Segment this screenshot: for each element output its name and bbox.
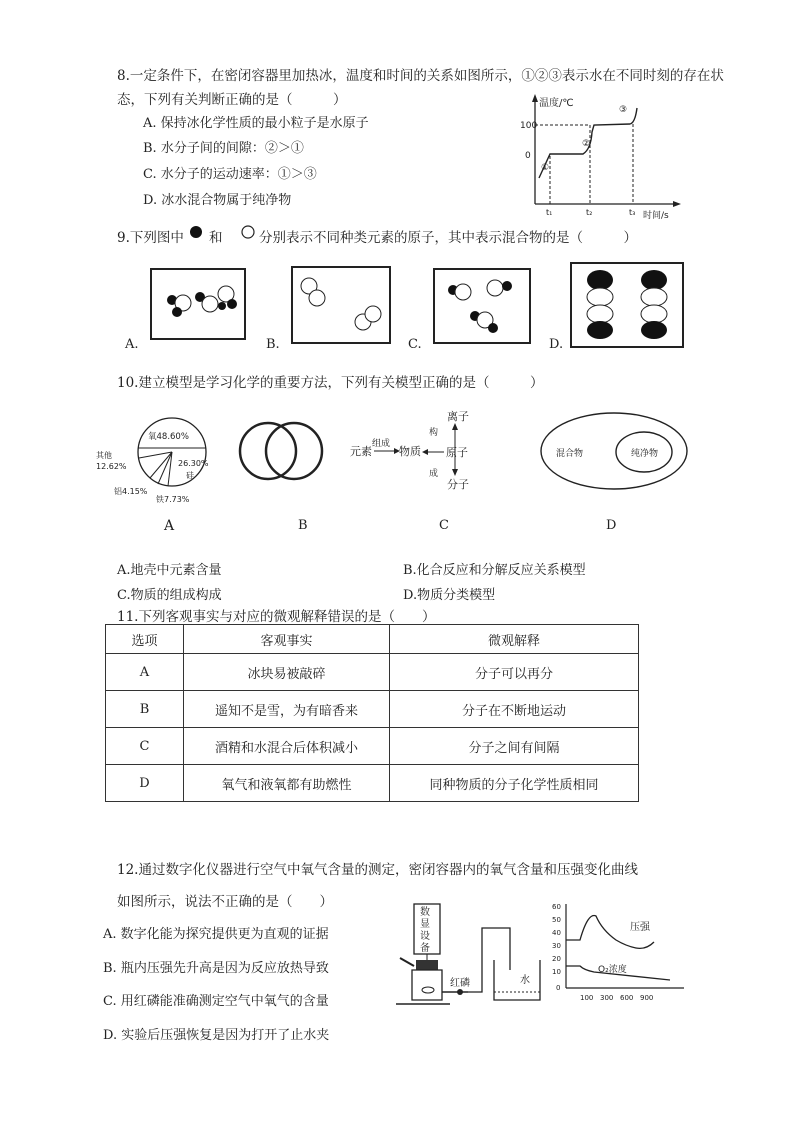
svg-text:组成: 组成 bbox=[372, 439, 391, 449]
q10-fig-label-d: D bbox=[606, 518, 617, 533]
svg-text:其他: 其他 bbox=[96, 451, 112, 460]
q9-box-c bbox=[433, 268, 531, 344]
q9-stem-mid: 和 bbox=[209, 230, 223, 246]
svg-text:设: 设 bbox=[420, 931, 430, 942]
q8-option-b: B. 水分子间的间隙：②＞① bbox=[143, 141, 304, 156]
dark-atom-icon bbox=[188, 224, 204, 240]
q12-option-a: A. 数字化能为探究提供更为直观的证据 bbox=[103, 927, 329, 942]
q10-concept-map bbox=[350, 408, 480, 498]
q9-box-d bbox=[570, 262, 684, 348]
q9-label-d: D. bbox=[549, 337, 564, 352]
svg-text:显: 显 bbox=[420, 919, 430, 930]
marker-3: ③ bbox=[619, 105, 628, 115]
svg-text:纯净物: 纯净物 bbox=[631, 449, 659, 459]
q12-pressure-graph bbox=[550, 900, 690, 1008]
svg-text:物质: 物质 bbox=[399, 445, 421, 458]
svg-text:压强: 压强 bbox=[630, 922, 650, 933]
q10-fig-label-c: C bbox=[439, 518, 449, 533]
svg-text:900: 900 bbox=[640, 994, 654, 1002]
table-row: A 冰块易被敲碎 分子可以再分 bbox=[106, 654, 639, 691]
svg-text:12.62%: 12.62% bbox=[96, 462, 127, 471]
svg-text:O₂浓度: O₂浓度 bbox=[598, 965, 627, 975]
table-row: C 酒精和水混合后体积减小 分子之间有间隔 bbox=[106, 728, 639, 765]
svg-text:硅: 硅 bbox=[186, 471, 194, 480]
q9-stem-pre: 9.下列图中 bbox=[117, 230, 184, 246]
q8-stem-line1: 8.一定条件下，在密闭容器里加热冰，温度和时间的关系如图所示，①②③表示水在不同时刻的存在状 bbox=[117, 68, 724, 84]
svg-text:分子: 分子 bbox=[447, 478, 469, 491]
graph-xlabel: 时间/s bbox=[643, 211, 669, 219]
svg-text:10: 10 bbox=[552, 968, 561, 976]
graph-y100: 100 bbox=[520, 121, 538, 131]
q9-label-c: C. bbox=[408, 337, 422, 352]
svg-text:混合物: 混合物 bbox=[556, 449, 584, 459]
q8-option-d: D. 冰水混合物属于纯净物 bbox=[143, 193, 292, 208]
q9-box-b bbox=[291, 266, 391, 344]
svg-text:t₂: t₂ bbox=[586, 208, 593, 217]
q12-option-b: B. 瓶内压强先升高是因为反应放热导致 bbox=[103, 961, 329, 976]
light-atom-icon bbox=[240, 224, 256, 240]
q10-option-a: A.地壳中元素含量 bbox=[117, 563, 222, 578]
q10-option-c: C.物质的组成构成 bbox=[117, 588, 222, 603]
marker-1: ① bbox=[541, 163, 550, 173]
graph-y0: 0 bbox=[525, 151, 531, 161]
svg-text:20: 20 bbox=[552, 955, 561, 963]
svg-text:氧48.60%: 氧48.60% bbox=[148, 432, 189, 442]
header-fact: 客观事实 bbox=[184, 625, 390, 654]
q12-apparatus bbox=[390, 900, 550, 1010]
svg-text:100: 100 bbox=[580, 994, 594, 1002]
q9-stem-post: 分别表示不同种类元素的原子，其中表示混合物的是（ ） bbox=[259, 230, 637, 246]
svg-text:40: 40 bbox=[552, 929, 561, 937]
header-option: 选项 bbox=[106, 625, 184, 654]
svg-text:成: 成 bbox=[429, 469, 439, 479]
svg-text:26.30%: 26.30% bbox=[178, 459, 209, 468]
q10-fig-label-a: A bbox=[164, 518, 175, 534]
svg-text:数: 数 bbox=[420, 907, 430, 918]
q10-option-d: D.物质分类模型 bbox=[403, 588, 496, 603]
svg-text:离子: 离子 bbox=[447, 410, 469, 423]
marker-2: ② bbox=[582, 139, 591, 149]
svg-text:50: 50 bbox=[552, 916, 561, 924]
q8-option-c: C. 水分子的运动速率：①＞③ bbox=[143, 167, 317, 182]
svg-text:原子: 原子 bbox=[446, 446, 468, 459]
svg-text:红磷: 红磷 bbox=[450, 978, 470, 989]
q9-label-a: A. bbox=[125, 337, 139, 352]
q12-stem-line1: 12.通过数字化仪器进行空气中氧气含量的测定，密闭容器内的氧气含量和压强变化曲线 bbox=[117, 862, 638, 878]
q12-option-c: C. 用红磷能准确测定空气中氧气的含量 bbox=[103, 994, 329, 1009]
graph-ylabel: 温度/℃ bbox=[539, 98, 574, 109]
svg-text:铁7.73%: 铁7.73% bbox=[156, 495, 190, 504]
svg-text:30: 30 bbox=[552, 942, 561, 950]
svg-text:备: 备 bbox=[420, 943, 430, 954]
q8-stem-line2: 态，下列有关判断正确的是（ ） bbox=[117, 92, 347, 108]
table-row: B 遥知不是雪，为有暗香来 分子在不断地运动 bbox=[106, 691, 639, 728]
q10-pie-chart bbox=[92, 408, 222, 508]
svg-text:0: 0 bbox=[556, 984, 561, 992]
q12-option-d: D. 实验后压强恢复是因为打开了止水夹 bbox=[103, 1028, 330, 1043]
svg-text:元素: 元素 bbox=[350, 445, 372, 458]
q11-stem: 11.下列客观事实与对应的微观解释错误的是（ ） bbox=[117, 609, 436, 625]
svg-text:构: 构 bbox=[429, 428, 439, 438]
q11-table bbox=[105, 624, 639, 802]
q10-stem: 10.建立模型是学习化学的重要方法，下列有关模型正确的是（ ） bbox=[117, 375, 544, 391]
svg-text:铝4.15%: 铝4.15% bbox=[114, 487, 148, 496]
q10-option-b: B.化合反应和分解反应关系模型 bbox=[403, 563, 586, 578]
header-explanation: 微观解释 bbox=[390, 625, 639, 654]
q9-label-b: B. bbox=[266, 337, 280, 352]
svg-text:60: 60 bbox=[552, 903, 561, 911]
q10-fig-label-b: B bbox=[298, 518, 308, 533]
q10-classification-diagram bbox=[538, 410, 690, 492]
q12-stem-line2: 如图所示，说法不正确的是（ ） bbox=[117, 894, 333, 910]
q10-venn-diagram bbox=[236, 418, 326, 484]
table-row: D 氧气和液氧都有助燃性 同种物质的分子化学性质相同 bbox=[106, 765, 639, 802]
svg-text:600: 600 bbox=[620, 994, 634, 1002]
svg-text:水: 水 bbox=[520, 975, 530, 986]
q8-option-a: A. 保持冰化学性质的最小粒子是水原子 bbox=[143, 116, 369, 131]
q9-box-a bbox=[150, 268, 246, 340]
svg-text:t₃: t₃ bbox=[629, 208, 636, 217]
q8-temperature-graph bbox=[505, 94, 685, 219]
svg-text:300: 300 bbox=[600, 994, 614, 1002]
svg-text:t₁: t₁ bbox=[546, 208, 553, 217]
